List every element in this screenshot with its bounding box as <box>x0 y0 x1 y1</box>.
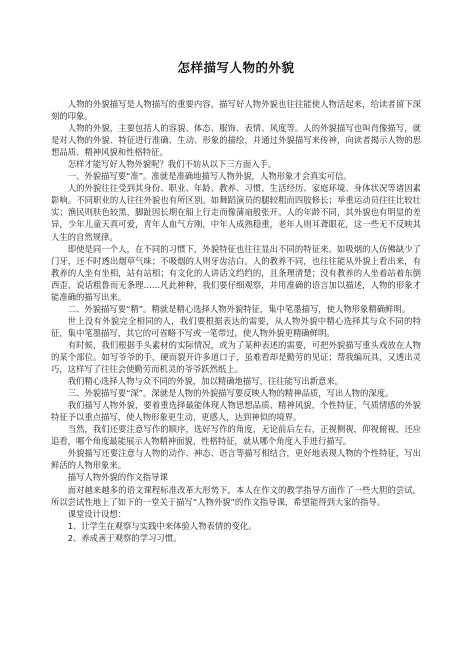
section-heading: 一、外貌描写要“准”。准就是准确地描写人物外貌，人物形象才会真实可信。 <box>67 171 352 182</box>
paragraph: 即使是同一个人，在不同的习惯下，外貌特征也往往显出不同的特征来。如吸烟的人仿佛缺少了门牙，还不时透出烟草气味；不吸烟的人则牙齿洁白。人的教养不同，也往往能从外貌上看出来，有教养的人坐有坐相，站有站相；有文化的人讲话文绉绉的，且条理清楚；没有教养的人坐着站着东倒西歪，说话粗鲁而无条理……凡此种种，我们要仔细观察，并用准确的语言加以描述，人物的形象才能准确的描写出来。 <box>51 243 421 302</box>
paragraph: 人的外貌往往受到其身份、职业、年龄、教养、习惯、生活经历、家庭环境、身体状况等诸因素影响。不同职业的人往往外貌也有所区别。如舞蹈演员的腿较粗而四肢修长；举重运动员往往比较壮实；渔民则肤色较黑，脚趾因长期在船上行走而像蒲扇般张开。人的年龄不同，其外貌也有明显的差异，少年儿童天真可爱，青年人血气方刚，中年人成熟稳重，老年人则耳聋眼花，这一些无不反映其人生的自然规律。 <box>51 183 421 242</box>
paragraph: 有时候，我们根据手头素材的实际情况，或为了某种表述的需要，可把外貌描写重头戏放在人物的某个部位。如写爷爷的手，硬而裂开许多道口子，虽难看却是勤劳的见证；帮我编玩具，又透出灵巧，这样写了往往会使勤劳而机灵的爷爷跃然纸上。 <box>51 339 421 375</box>
paragraph: 外貌描写还要注意与人物的动作、神态、语言等描写相结合，更好地表现人物的个性特征，写出鲜活的人物形象来。 <box>51 448 421 471</box>
paragraph: 当然，我们还要注意写作的顺序，选好写作的角度，无论前后左右，正视侧视，仰视俯视，还应追看，哪个角度最能展示人物精神面貌，性格特征，就从哪个角度入手进行描写。 <box>51 424 421 447</box>
paragraph: 人物的外貌描写是人物描写的重要内容，描写好人物外貌也往往能使人物活起来，给读者留下深刻的印象。 <box>51 99 421 122</box>
document-body <box>51 98 421 544</box>
document-title: 怎样描写人物的外貌 <box>177 60 295 75</box>
subheading: 描写人物外貌的作文指导课 <box>67 472 168 483</box>
paragraph: 怎样才能写好人物外貌呢？我们不妨从以下三方面入手。 <box>67 159 277 170</box>
paragraph: 世上没有外貌完全相同的人，我们要根据表达的需要，从人物外貌中精心选择其与众不同的特征，集中笔墨描写，其它的可省略不写或一笔带过，使人物外貌更精确鲜明。 <box>51 315 421 338</box>
paragraph: 人物的外貌，主要包括人的容貌、体态、服饰、表情、风度等。人的外貌描写也叫肖像描写，就是对人物的外貌、特征进行准确、生动、形象的描绘，并通过外貌描写来传神，向读者揭示人物的思想品质、精神风貌和性格特征。 <box>51 123 421 158</box>
list-item: 2、养成善于观察的学习习惯。 <box>67 532 182 543</box>
paragraph: 我们描写人物外貌，要着重选择最能体现人物思想品质、精神风貌，个性特征，气质情感的外貌特征予以重点描写，使人物形象更生动，更感人，达到神似的境界。 <box>51 400 421 423</box>
list-item: 1、让学生在观察与实践中来体验人物表情的变化。 <box>67 520 257 531</box>
paragraph: 面对越来越多的语文课程标准改革大形势下，本人在作文的教学指导方面作了一些大胆的尝试，所以尝试性地上了如下的一堂关于描写“人物外貌”的作文指导课，希望能得到大家的指导。 <box>51 484 421 507</box>
paragraph: 课堂设计设想： <box>67 508 127 519</box>
section-heading: 三、外貌描写要“深”。深就是人物的外貌描写要反映人物的精神品质，写出人物的深度。 <box>67 388 394 399</box>
paragraph: 我们精心选择人物与众不同的外貌，加以精确地描写，往往能写出新意来。 <box>67 376 344 387</box>
section-heading: 二、外貌描写要“精”。精就是精心选择人物外貌特征，集中笔墨描写，使人物形象精确鲜明。 <box>67 303 411 314</box>
